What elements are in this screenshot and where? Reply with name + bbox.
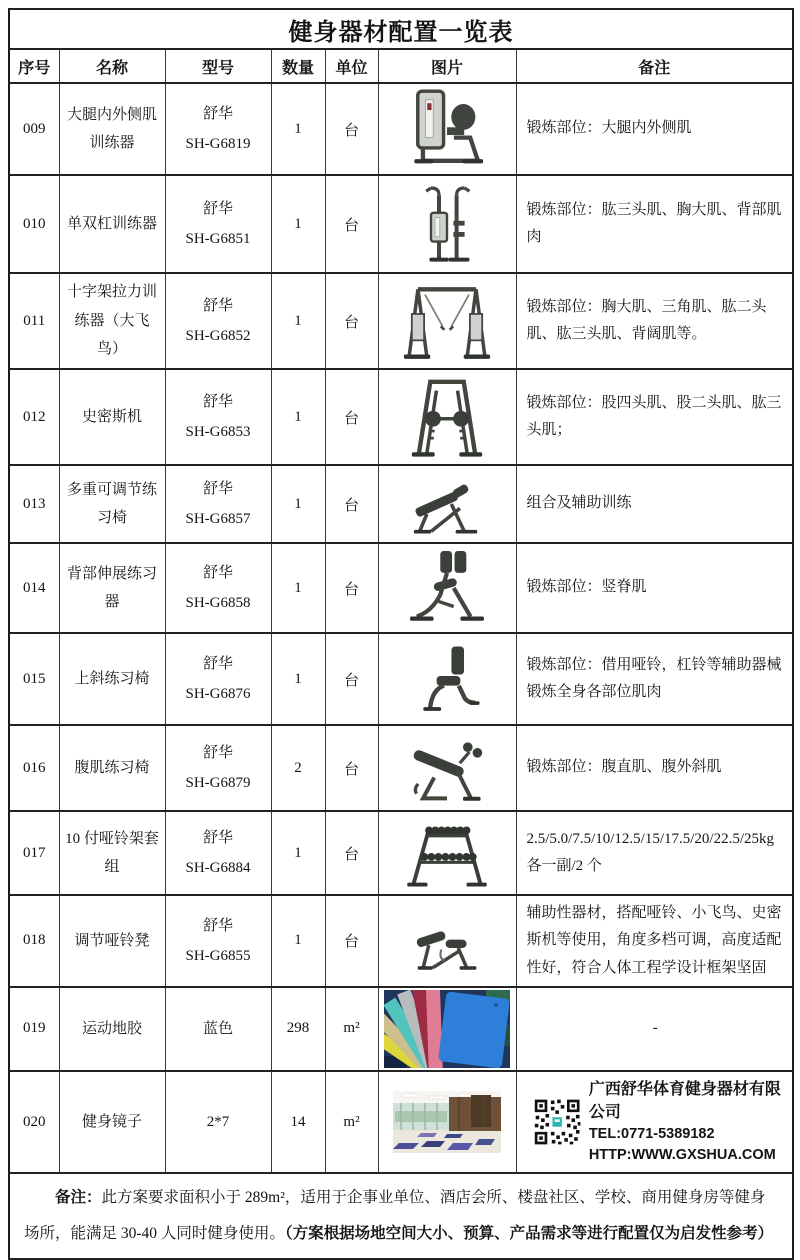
column-header-5: 单位 bbox=[325, 49, 378, 83]
equipment-model bbox=[165, 543, 271, 633]
serial-number: 010 bbox=[9, 175, 59, 273]
equipment-remark: 锻炼部位：腹直肌、腹外斜肌 bbox=[516, 725, 793, 811]
model-brand: 舒华 bbox=[202, 394, 233, 410]
column-header-7: 备注 bbox=[516, 49, 793, 83]
equipment-picture-cell bbox=[378, 895, 516, 987]
model-code: SH-G6852 bbox=[185, 328, 251, 344]
model-brand: 舒华 bbox=[202, 830, 233, 846]
quantity: 298 bbox=[271, 987, 325, 1071]
equipment-name: 运动地胶 bbox=[59, 987, 165, 1071]
column-header-4: 数量 bbox=[271, 49, 325, 83]
quantity: 1 bbox=[271, 175, 325, 273]
model-brand: 舒华 bbox=[202, 201, 233, 217]
equipment-model bbox=[165, 633, 271, 725]
equipment-model bbox=[165, 987, 271, 1071]
equipment-row-020 bbox=[9, 1071, 793, 1173]
equipment-remark: 锻炼部位：肱三头肌、胸大肌、背部肌肉 bbox=[516, 175, 793, 273]
adductor-machine-image bbox=[404, 86, 490, 172]
equipment-remark bbox=[516, 1071, 793, 1173]
column-header-2: 名称 bbox=[59, 49, 165, 83]
footer-note-bold: （方案根据场地空间大小、预算、产品需求等进行配置仅为启发性参考） bbox=[284, 1224, 774, 1242]
equipment-row-017 bbox=[9, 811, 793, 895]
title-row bbox=[9, 9, 793, 49]
model-code: SH-G6855 bbox=[185, 947, 251, 964]
serial-number: 009 bbox=[9, 83, 59, 175]
unit: 台 bbox=[325, 895, 378, 987]
unit: 台 bbox=[325, 465, 378, 543]
dumbbell-rack-image bbox=[393, 814, 501, 892]
model-code: SH-G6879 bbox=[185, 775, 251, 791]
equipment-remark: 2.5/5.0/7.5/10/12.5/15/17.5/20/22.5/25kg 各一副/2 个 bbox=[516, 811, 793, 895]
model-brand: 舒华 bbox=[202, 106, 233, 122]
equipment-model bbox=[165, 465, 271, 543]
column-header-3: 型号 bbox=[165, 49, 271, 83]
model-brand: 舒华 bbox=[202, 917, 233, 934]
equipment-model bbox=[165, 811, 271, 895]
equipment-picture-cell bbox=[378, 1071, 516, 1173]
quantity: 1 bbox=[271, 273, 325, 369]
footer-note-row bbox=[9, 1173, 793, 1258]
equipment-model bbox=[165, 725, 271, 811]
equipment-picture-cell bbox=[378, 273, 516, 369]
unit: 台 bbox=[325, 83, 378, 175]
unit: 台 bbox=[325, 543, 378, 633]
model-code: SH-G6857 bbox=[185, 511, 251, 527]
equipment-picture-cell bbox=[378, 465, 516, 543]
smith-machine-image bbox=[403, 372, 491, 462]
serial-number: 018 bbox=[9, 895, 59, 987]
equipment-name: 史密斯机 bbox=[59, 369, 165, 465]
equipment-model bbox=[165, 175, 271, 273]
serial-number: 020 bbox=[9, 1071, 59, 1173]
header-row bbox=[9, 49, 793, 83]
footer-note-text bbox=[24, 1180, 778, 1251]
equipment-row-014 bbox=[9, 543, 793, 633]
equipment-name: 10 付哑铃架套组 bbox=[59, 811, 165, 895]
column-header-6: 图片 bbox=[378, 49, 516, 83]
footer-note-label: 备注： bbox=[55, 1189, 102, 1207]
equipment-row-009 bbox=[9, 83, 793, 175]
model-code: SH-G6858 bbox=[185, 595, 251, 611]
equipment-remark: 辅助性器材，搭配哑铃、小飞鸟、史密斯机等使用，角度多档可调，高度适配性好，符合人体工程学设计框架坚固 bbox=[516, 895, 793, 987]
equipment-picture-cell bbox=[378, 83, 516, 175]
equipment-name: 背部伸展练习器 bbox=[59, 543, 165, 633]
company-website: HTTP:WWW.GXSHUA.COM bbox=[588, 1147, 776, 1164]
company-info-block bbox=[527, 1076, 785, 1168]
equipment-name: 健身镜子 bbox=[59, 1071, 165, 1173]
unit: 台 bbox=[325, 369, 378, 465]
equipment-row-012 bbox=[9, 369, 793, 465]
unit: 台 bbox=[325, 811, 378, 895]
sports-flooring-image bbox=[384, 990, 510, 1068]
equipment-row-010 bbox=[9, 175, 793, 273]
serial-number: 017 bbox=[9, 811, 59, 895]
model-brand: 舒华 bbox=[202, 565, 233, 581]
unit: 台 bbox=[325, 273, 378, 369]
equipment-name: 多重可调节练习椅 bbox=[59, 465, 165, 543]
model-brand: 蓝色 bbox=[202, 1020, 233, 1037]
unit: 台 bbox=[325, 725, 378, 811]
equipment-table-body bbox=[9, 9, 793, 1259]
page-title: 健身器材配置一览表 bbox=[9, 9, 793, 49]
equipment-model bbox=[165, 369, 271, 465]
unit: 台 bbox=[325, 175, 378, 273]
equipment-name: 腹肌练习椅 bbox=[59, 725, 165, 811]
serial-number: 013 bbox=[9, 465, 59, 543]
quantity: 1 bbox=[271, 83, 325, 175]
equipment-picture-cell bbox=[378, 543, 516, 633]
footer-note bbox=[9, 1173, 793, 1258]
quantity: 1 bbox=[271, 543, 325, 633]
serial-number: 011 bbox=[9, 273, 59, 369]
equipment-remark: 锻炼部位：借用哑铃，杠铃等辅助器械锻炼全身各部位肌肉 bbox=[516, 633, 793, 725]
incline-chair-image bbox=[410, 636, 484, 722]
equipment-row-019 bbox=[9, 987, 793, 1071]
dip-chin-trainer-image bbox=[407, 178, 487, 270]
serial-number: 019 bbox=[9, 987, 59, 1071]
equipment-remark: 锻炼部位：大腿内外侧肌 bbox=[516, 83, 793, 175]
equipment-name: 大腿内外侧肌训练器 bbox=[59, 83, 165, 175]
equipment-picture-cell bbox=[378, 725, 516, 811]
back-extension-image bbox=[405, 546, 489, 630]
company-tel: TEL:0771-5389182 bbox=[588, 1126, 715, 1143]
serial-number: 016 bbox=[9, 725, 59, 811]
model-brand: 舒华 bbox=[202, 656, 233, 672]
company-name: 广西舒华体育健身器材有限公司 bbox=[588, 1080, 781, 1122]
equipment-name: 调节哑铃凳 bbox=[59, 895, 165, 987]
unit: 台 bbox=[325, 633, 378, 725]
equipment-model bbox=[165, 83, 271, 175]
quantity: 1 bbox=[271, 633, 325, 725]
equipment-remark: 锻炼部位：竖脊肌 bbox=[516, 543, 793, 633]
equipment-picture-cell bbox=[378, 175, 516, 273]
cable-crossover-image bbox=[392, 277, 502, 365]
serial-number: 014 bbox=[9, 543, 59, 633]
serial-number: 012 bbox=[9, 369, 59, 465]
model-code: SH-G6876 bbox=[185, 686, 251, 702]
equipment-name: 十字架拉力训练器（大飞鸟） bbox=[59, 273, 165, 369]
quantity: 2 bbox=[271, 725, 325, 811]
model-brand: 2*7 bbox=[206, 1114, 230, 1131]
ab-bench-image bbox=[401, 728, 493, 808]
gym-mirror-image bbox=[393, 1091, 501, 1153]
quantity: 1 bbox=[271, 369, 325, 465]
qr-code-icon bbox=[533, 1094, 581, 1150]
equipment-picture-cell bbox=[378, 811, 516, 895]
equipment-row-013 bbox=[9, 465, 793, 543]
footer-note-body: 此方案要求面积小于 289m²，适用于企事业单位、酒店会所、楼盘社区、学校、商用健身房等健身场所，能满足 30-40 人同时健身使用。 bbox=[24, 1189, 766, 1242]
equipment-row-018 bbox=[9, 895, 793, 987]
unit: m² bbox=[325, 1071, 378, 1173]
equipment-model bbox=[165, 1071, 271, 1173]
equipment-remark: 锻炼部位：股四头肌、股二头肌、肱三头肌； bbox=[516, 369, 793, 465]
adjustable-bench-image bbox=[401, 468, 493, 540]
equipment-name: 单双杠训练器 bbox=[59, 175, 165, 273]
equipment-model bbox=[165, 273, 271, 369]
model-code: SH-G6851 bbox=[185, 231, 251, 247]
model-code: SH-G6884 bbox=[185, 860, 251, 876]
equipment-picture-cell bbox=[378, 987, 516, 1071]
model-brand: 舒华 bbox=[202, 745, 233, 761]
equipment-row-015 bbox=[9, 633, 793, 725]
serial-number: 015 bbox=[9, 633, 59, 725]
equipment-row-011 bbox=[9, 273, 793, 369]
equipment-remark: 组合及辅助训练 bbox=[516, 465, 793, 543]
model-code: SH-G6853 bbox=[185, 424, 251, 440]
column-header-1: 序号 bbox=[9, 49, 59, 83]
equipment-remark: - bbox=[516, 987, 793, 1071]
unit: m² bbox=[325, 987, 378, 1071]
quantity: 1 bbox=[271, 465, 325, 543]
equipment-name: 上斜练习椅 bbox=[59, 633, 165, 725]
model-code: SH-G6819 bbox=[185, 136, 251, 152]
equipment-row-016 bbox=[9, 725, 793, 811]
equipment-table bbox=[8, 8, 794, 1260]
quantity: 1 bbox=[271, 895, 325, 987]
quantity: 1 bbox=[271, 811, 325, 895]
company-text bbox=[589, 1078, 782, 1166]
model-brand: 舒华 bbox=[202, 298, 233, 314]
equipment-model bbox=[165, 895, 271, 987]
equipment-picture-cell bbox=[378, 369, 516, 465]
quantity: 14 bbox=[271, 1071, 325, 1173]
equipment-picture-cell bbox=[378, 633, 516, 725]
equipment-remark: 锻炼部位：胸大肌、三角肌、肱二头肌、肱三头肌、背阔肌等。 bbox=[516, 273, 793, 369]
dumbbell-bench-image bbox=[399, 906, 495, 976]
model-brand: 舒华 bbox=[202, 481, 233, 497]
